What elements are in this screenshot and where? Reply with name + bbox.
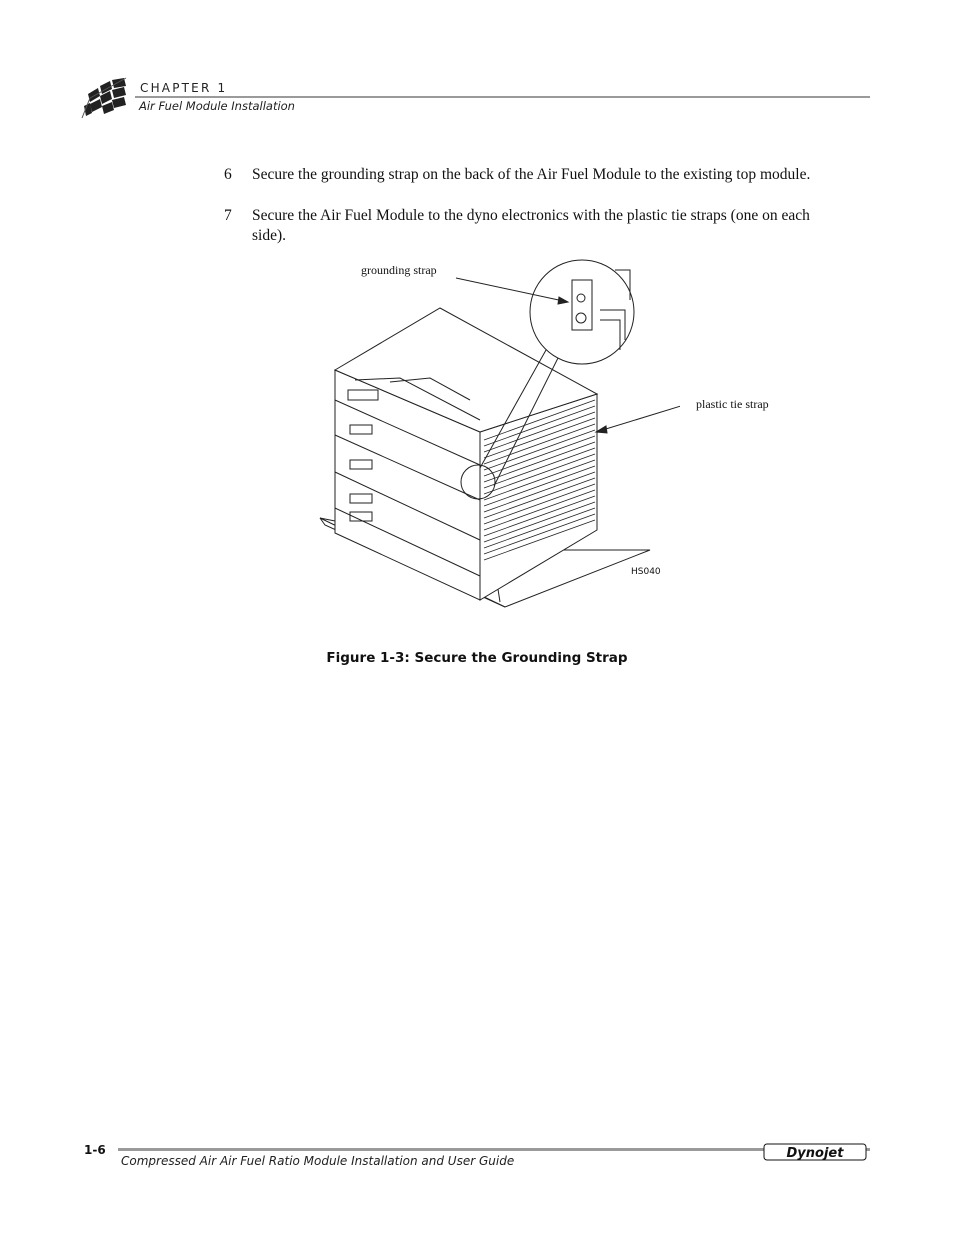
step-text: Secure the grounding strap on the back of the Air Fuel Module to the existing top module. xyxy=(252,166,811,183)
checkered-flag-logo xyxy=(80,76,136,120)
callout-plastic-tie-strap: plastic tie strap xyxy=(696,397,769,411)
step-number: 7 xyxy=(224,207,232,224)
chapter-label: CHAPTER 1 xyxy=(140,81,228,95)
figure-caption-text: Figure 1-3: Secure the Grounding Strap xyxy=(326,650,628,666)
callout-grounding-strap: grounding strap xyxy=(361,263,437,277)
step-number: 6 xyxy=(224,166,232,183)
header-divider xyxy=(135,96,870,98)
figure-caption xyxy=(0,650,954,666)
chapter-title: Air Fuel Module Installation xyxy=(139,99,295,113)
dynojet-logo xyxy=(762,1142,868,1162)
footer-divider xyxy=(118,1148,870,1151)
module-stack-illustration xyxy=(300,250,680,650)
guide-title: Compressed Air Air Fuel Ratio Module Installation and User Guide xyxy=(121,1154,515,1168)
step-7 xyxy=(224,206,824,246)
step-text: Secure the Air Fuel Module to the dyno electronics with the plastic tie straps (one on each side). xyxy=(252,207,810,244)
drawing-id: HS040 xyxy=(631,567,661,577)
step-6 xyxy=(224,165,824,205)
brand-text: Dynojet xyxy=(786,1146,844,1161)
page-number: 1-6 xyxy=(84,1143,106,1157)
